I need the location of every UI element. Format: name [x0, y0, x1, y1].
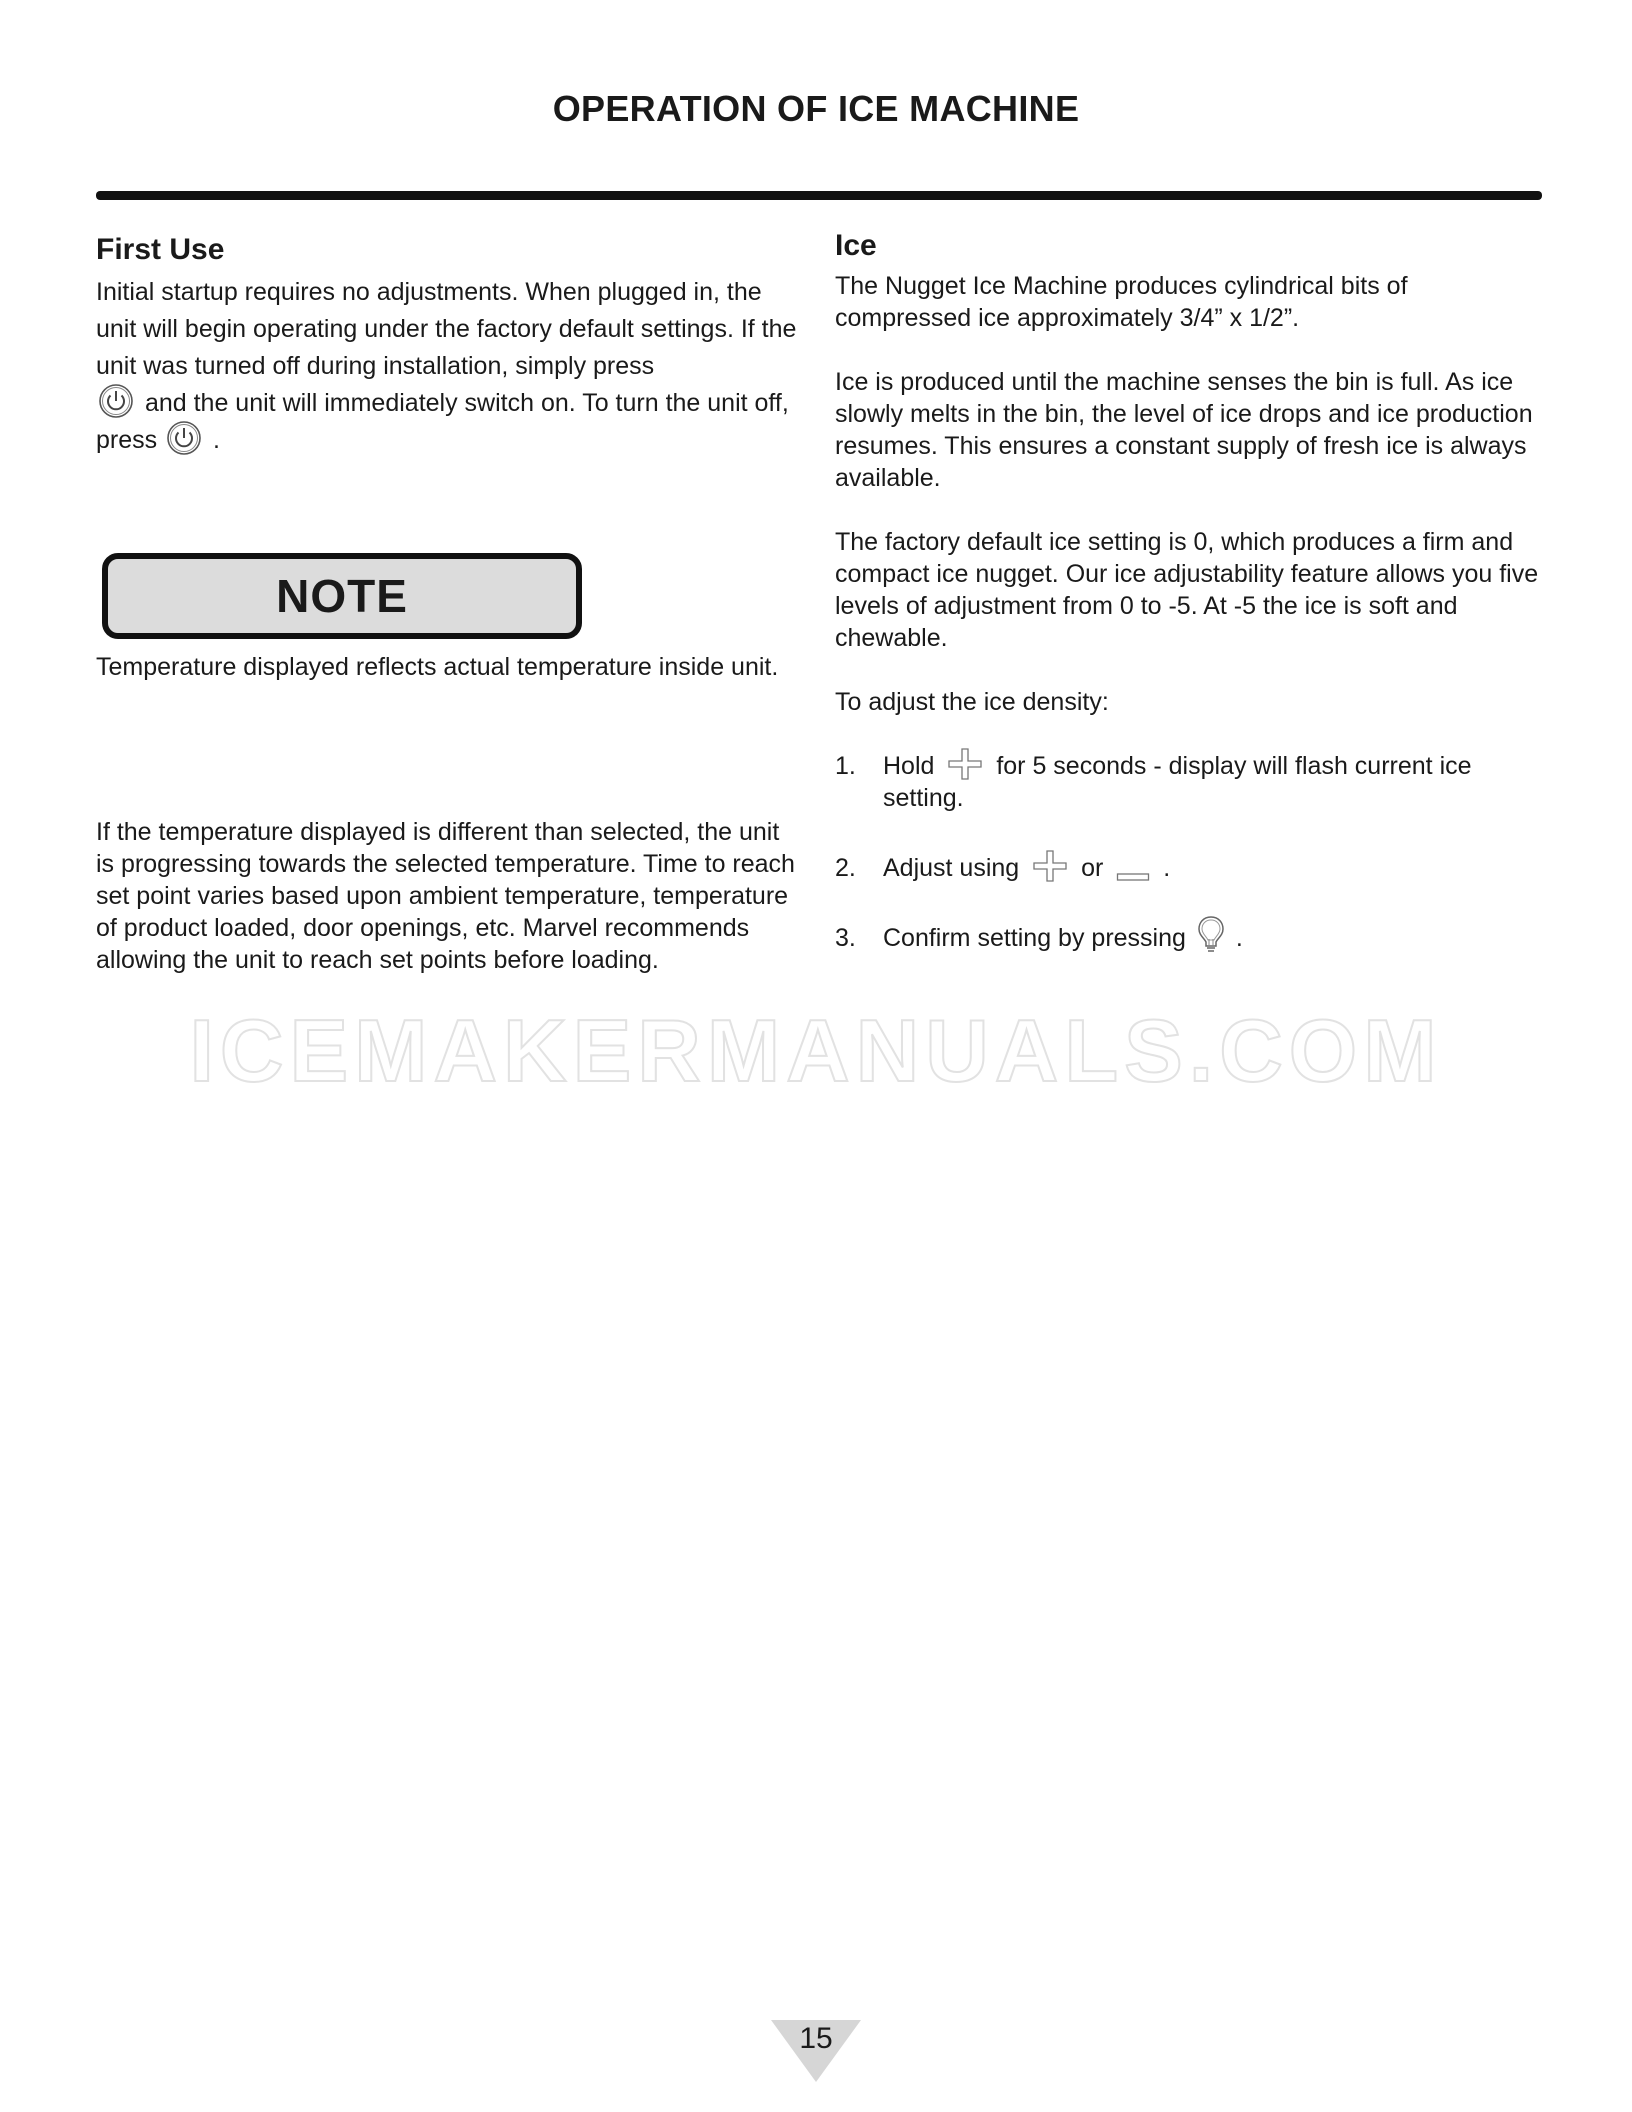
step-text: Adjust using [883, 854, 1020, 882]
list-item [835, 750, 1550, 814]
note-text: Temperature displayed reflects actual temperature inside unit. [96, 653, 779, 681]
step-text: Hold [883, 752, 935, 780]
step-text: Confirm setting by pressing [883, 924, 1186, 952]
note-box [102, 553, 582, 639]
step-number: 1. [835, 752, 856, 780]
power-icon [98, 383, 134, 419]
left-column [96, 230, 806, 459]
plus-icon [947, 747, 983, 781]
ice-density-steps [835, 750, 1550, 955]
step-content [883, 852, 1550, 884]
list-item [835, 922, 1550, 955]
watermark: ICEMAKERMANUALS.COM [189, 1001, 1443, 1100]
plus-icon [1032, 849, 1068, 883]
step-number: 3. [835, 924, 856, 952]
list-item [835, 852, 1550, 884]
temperature-paragraph: If the temperature displayed is different than selected, the unit is progressing towards the selected temperature. Time to reach set point varies based upon ambient temperature, temperature of product loaded, door openings, etc. Marvel recommends allowing the unit to reach set points before loading. [96, 818, 795, 974]
step-text: . [1163, 854, 1171, 882]
ice-heading: Ice [835, 229, 877, 262]
first-use-text-part1: Initial startup requires no adjustments. When plugged in, the unit will begin operating under the factory default settings. If the unit was turned off during installation, simply press [96, 278, 797, 380]
step-number: 2. [835, 854, 856, 882]
step-content [883, 750, 1550, 814]
right-column [835, 226, 1550, 993]
step-text: for 5 seconds - display will flash current ice setting. [883, 752, 1472, 812]
page-title: OPERATION OF ICE MACHINE [552, 88, 1080, 129]
step-content [883, 922, 1550, 955]
title-divider [96, 191, 1542, 200]
light-bulb-icon [1197, 915, 1225, 955]
ice-paragraph: The factory default ice setting is 0, which produces a firm and compact ice nugget. Our ice adjustability feature allows you five levels of adjustment from 0 to -5. At -5 the ice is soft and chewable. [835, 528, 1539, 652]
first-use-text [96, 274, 806, 459]
ice-paragraph: The Nugget Ice Machine produces cylindrical bits of compressed ice approximately 3/4” x 1/2”. [835, 272, 1408, 332]
step-text: or [1081, 854, 1104, 882]
step-text: . [1235, 924, 1243, 952]
first-use-text-part2: and the unit will immediately switch on. To turn the unit off, press [96, 389, 789, 454]
note-label: NOTE [276, 570, 408, 622]
ice-paragraph: Ice is produced until the machine senses the bin is full. As ice slowly melts in the bin, the level of ice drops and ice production resumes. This ensures a constant supply of fresh ice is always available. [835, 368, 1533, 492]
page-number: 15 [799, 2022, 833, 2055]
power-icon [166, 420, 202, 456]
minus-icon [1116, 860, 1150, 874]
first-use-heading: First Use [96, 233, 225, 266]
page-number-marker [771, 2020, 861, 2082]
ice-paragraph: To adjust the ice density: [835, 688, 1109, 716]
first-use-text-part3: . [213, 426, 220, 454]
